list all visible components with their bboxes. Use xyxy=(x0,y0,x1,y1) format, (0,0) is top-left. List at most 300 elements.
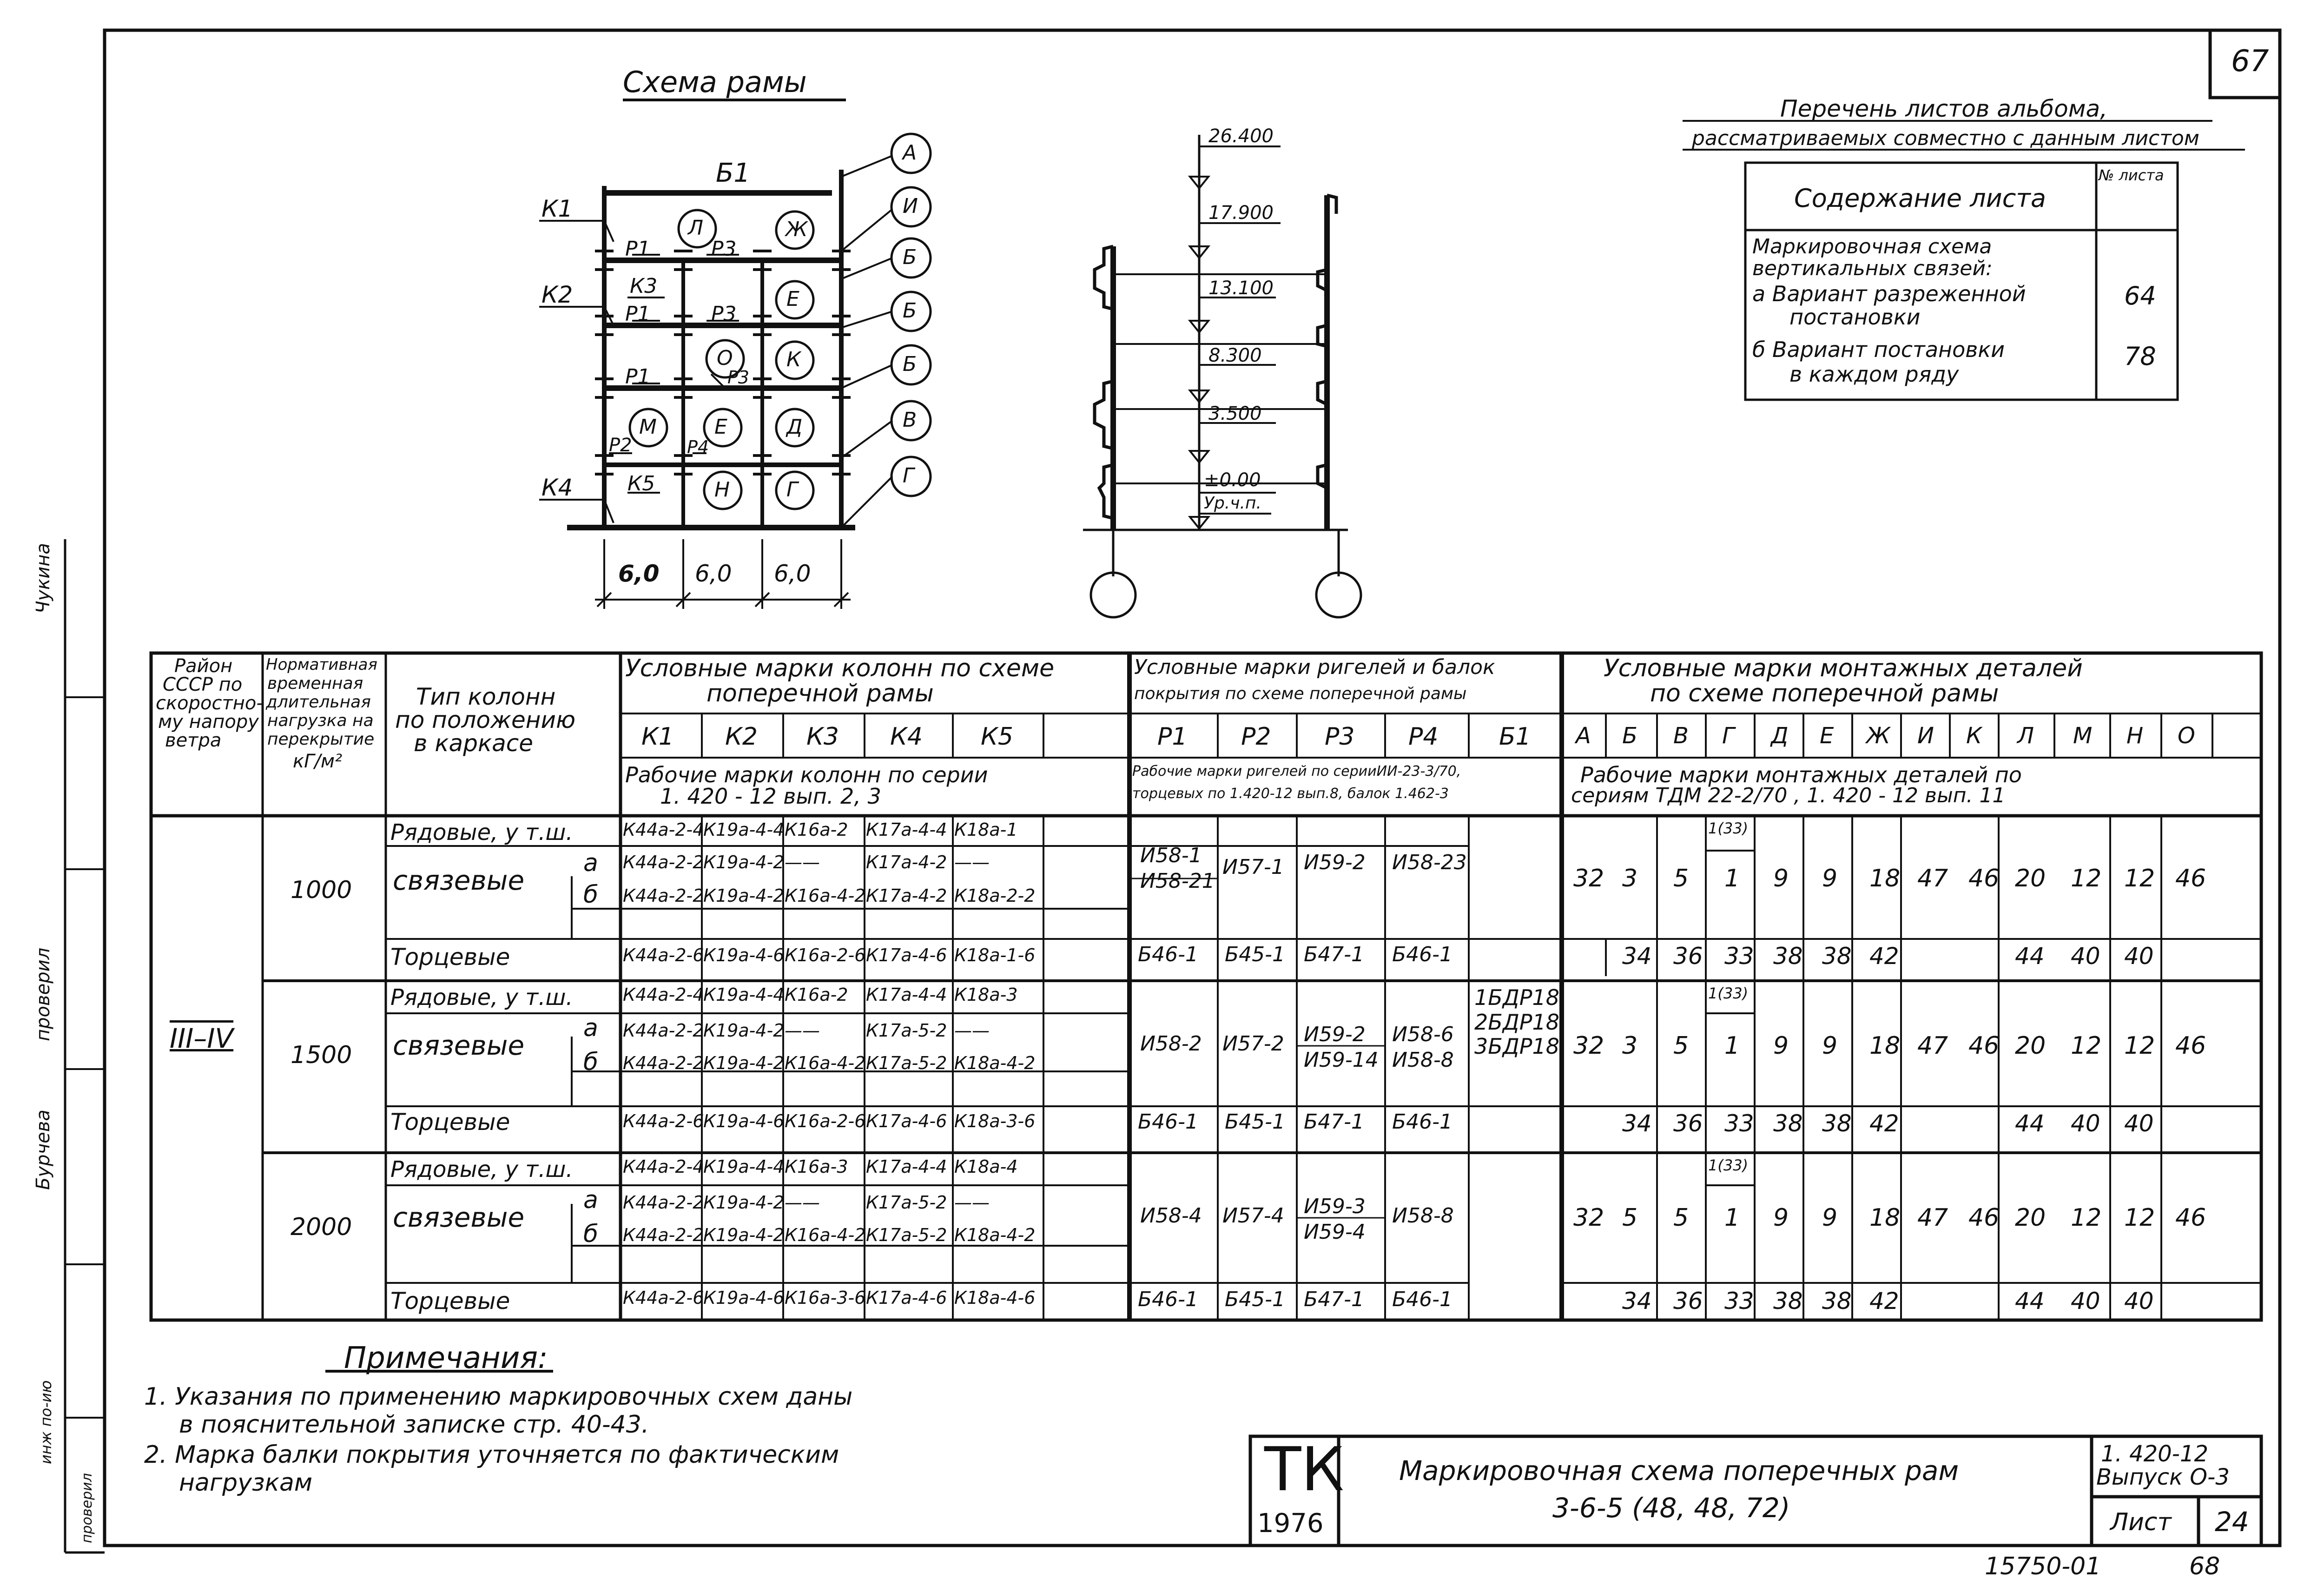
level-mark: 3.500 xyxy=(1208,403,1262,424)
column-mark-cell: К17а-4-6 xyxy=(866,945,947,965)
column-mark-cell: К19а-4-2 xyxy=(703,1225,785,1245)
column-mark-cell: К18а-2-2 xyxy=(954,885,1036,906)
axis-circle-label: Б xyxy=(903,299,917,323)
detail-mark-cell: 1 xyxy=(1724,1032,1740,1060)
beam-mark: Р4 xyxy=(1408,723,1439,751)
label-p4: Р4 xyxy=(687,437,709,457)
detail-mark-cell: 34 xyxy=(1622,943,1652,970)
sub-variant: а xyxy=(583,1186,598,1214)
column-mark-cell: К19а-4-2 xyxy=(703,852,785,872)
header-type: по положению xyxy=(395,707,576,733)
column-mark-cell: —— xyxy=(785,852,820,872)
beam-label-b1: Б1 xyxy=(716,158,751,188)
beam-mark-cell: И59-4 xyxy=(1304,1220,1366,1244)
circle-label: О xyxy=(717,346,733,370)
level-mark: 8.300 xyxy=(1208,345,1262,366)
det-series: Рабочие марки монтажных деталей по xyxy=(1580,762,2022,787)
span-label: 6,0 xyxy=(774,560,811,587)
detail-mark-cell: 1 xyxy=(1724,1204,1740,1232)
column-type: Рядовые, у т.ш. xyxy=(390,819,573,846)
sheet-list-subtitle: рассматриваемых совместно с данным листом xyxy=(1692,126,2199,150)
header-col-group: поперечной рамы xyxy=(706,680,934,707)
column-mark-cell: К16а-2-6 xyxy=(785,945,866,965)
label-p1: Р1 xyxy=(625,302,651,326)
detail-mark-cell: 5 xyxy=(1673,865,1689,892)
label-p3: Р3 xyxy=(727,367,750,388)
beam-mark-cell: И58-1 xyxy=(1140,844,1202,867)
label-p1: Р1 xyxy=(625,365,651,389)
stamp-issue: Выпуск О-3 xyxy=(2096,1464,2230,1490)
header-load: Нормативная xyxy=(266,655,377,674)
detail-mark-cell: 3 xyxy=(1622,865,1638,892)
detail-mark-cell: 9 xyxy=(1822,865,1838,892)
column-mark-cell: К17а-4-2 xyxy=(866,852,947,872)
album-page-number: 68 xyxy=(2189,1552,2220,1580)
beam-mark-cell: И59-2 xyxy=(1304,1023,1366,1046)
detail-mark-cell: 47 xyxy=(1917,1032,1948,1060)
detail-mark-cell: 36 xyxy=(1673,1288,1703,1315)
detail-mark-cell: 47 xyxy=(1917,865,1948,892)
col-mark: К4 xyxy=(890,723,923,751)
label-p2: Р2 xyxy=(609,435,632,456)
detail-mark-cell: 47 xyxy=(1917,1204,1948,1232)
col-series: Рабочие марки колонн по серии xyxy=(625,762,988,787)
beam-mark-cell: И58-21 xyxy=(1140,869,1215,893)
circle-label: Е xyxy=(786,287,799,311)
detail-small-note: 1(33) xyxy=(1708,819,1749,837)
det-mark: Л xyxy=(2017,723,2034,749)
det-mark: В xyxy=(1673,723,1689,749)
sheet-list-item-a: постановки xyxy=(1789,304,1921,330)
header-region: скоростно- xyxy=(156,693,263,714)
wind-region-value: III–IV xyxy=(170,1023,234,1054)
detail-mark-cell: 9 xyxy=(1773,865,1789,892)
circle-label: Г xyxy=(786,478,798,502)
sub-variant: а xyxy=(583,849,598,877)
frame-scheme-title: Схема рамы xyxy=(623,65,807,99)
column-mark-cell: К17а-4-6 xyxy=(866,1111,947,1131)
detail-mark-cell: 36 xyxy=(1673,1110,1703,1137)
det-mark: К xyxy=(1966,723,1982,749)
sheet-list-num-a: 64 xyxy=(2124,281,2156,310)
detail-small-note: 1(33) xyxy=(1708,984,1749,1002)
detail-mark-cell: 32 xyxy=(1573,865,1604,892)
b1-mark: 3БДР18 xyxy=(1474,1034,1560,1059)
detail-mark-cell: 36 xyxy=(1673,943,1703,970)
column-mark-cell: К18а-1 xyxy=(954,819,1018,840)
beam-mark-cell: И58-8 xyxy=(1392,1204,1454,1228)
detail-mark-cell: 18 xyxy=(1869,865,1901,892)
detail-mark-cell: 18 xyxy=(1869,1032,1901,1060)
header-load: длительная xyxy=(266,693,371,712)
header-col-group: Условные марки колонн по схеме xyxy=(625,654,1055,682)
column-mark-cell: К19а-4-2 xyxy=(703,1192,785,1213)
circle-label: Ж xyxy=(786,218,808,241)
detail-mark-cell: 38 xyxy=(1773,1288,1803,1315)
label-p3: Р3 xyxy=(711,237,737,261)
column-mark-cell: —— xyxy=(954,1192,990,1213)
beam-mark-cell: И58-2 xyxy=(1140,1032,1202,1056)
circle-label: М xyxy=(639,415,657,439)
beam-end-cell: Б46-1 xyxy=(1138,1288,1199,1311)
column-mark-cell: К19а-4-2 xyxy=(703,1020,785,1041)
detail-mark-cell: 5 xyxy=(1673,1032,1689,1060)
column-type: связевые xyxy=(393,865,525,896)
header-region: Район xyxy=(174,655,233,677)
detail-mark-cell: 46 xyxy=(1968,865,2000,892)
detail-mark-cell: 33 xyxy=(1724,1110,1754,1137)
detail-mark-cell: 40 xyxy=(2124,943,2154,970)
column-mark-cell: К44а-2-4 xyxy=(623,984,704,1005)
beam-mark-cell: И59-14 xyxy=(1304,1048,1379,1072)
header-type: Тип колонн xyxy=(416,683,556,710)
sheet-list-header-number: № листа xyxy=(2099,166,2164,184)
beam-mark-cell: И58-4 xyxy=(1140,1204,1202,1228)
column-mark-cell: К17а-4-6 xyxy=(866,1288,947,1308)
level-mark: 17.900 xyxy=(1208,202,1274,224)
column-mark-cell: К44а-2-6 xyxy=(623,1288,704,1308)
column-mark-cell: К18а-1-6 xyxy=(954,945,1036,965)
level-mark: ±0.00 xyxy=(1204,469,1261,491)
column-mark-cell: К44а-2-2 xyxy=(623,1053,704,1073)
det-mark: А xyxy=(1576,723,1591,749)
axis-circle-label: И xyxy=(903,194,918,218)
column-type: связевые xyxy=(393,1202,525,1233)
detail-mark-cell: 20 xyxy=(2015,1032,2046,1060)
detail-mark-cell: 46 xyxy=(2175,865,2206,892)
detail-mark-cell: 12 xyxy=(2124,865,2155,892)
detail-mark-cell: 3 xyxy=(1622,1032,1638,1060)
col-mark: К1 xyxy=(641,723,674,751)
circle-label: К xyxy=(786,348,801,371)
det-mark: Г xyxy=(1722,723,1735,749)
label-p3: Р3 xyxy=(711,302,737,326)
beam-mark: Р1 xyxy=(1157,723,1188,751)
det-series: сериям ТДМ 22-2/70 , 1. 420 - 12 вып. 11 xyxy=(1571,784,2006,807)
column-type: Торцевые xyxy=(390,1109,510,1136)
detail-mark-cell: 9 xyxy=(1822,1204,1838,1232)
column-mark-cell: К16а-2 xyxy=(785,984,848,1005)
column-mark-cell: К44а-2-2 xyxy=(623,852,704,872)
column-mark-cell: К17а-5-2 xyxy=(866,1053,947,1073)
stamp-title-2: 3-6-5 (48, 48, 72) xyxy=(1552,1492,1790,1524)
note-2: 2. Марка балки покрытия уточняется по фактическим xyxy=(144,1441,839,1469)
column-mark-cell: К16а-2-6 xyxy=(785,1111,866,1131)
column-mark-cell: —— xyxy=(954,852,990,872)
header-load: нагрузка на xyxy=(267,711,374,730)
column-mark-cell: К16а-3 xyxy=(785,1156,848,1177)
column-type: связевые xyxy=(393,1030,525,1061)
column-mark-cell: К16а-4-2 xyxy=(785,1053,866,1073)
column-type: Рядовые, у т.ш. xyxy=(390,984,573,1011)
b1-mark: 1БДР18 xyxy=(1474,985,1560,1010)
detail-mark-cell: 12 xyxy=(2071,1032,2102,1060)
header-beam-group: Условные марки ригелей и балок xyxy=(1134,655,1495,679)
detail-mark-cell: 9 xyxy=(1773,1204,1789,1232)
detail-mark-cell: 1 xyxy=(1724,865,1740,892)
beam-end-cell: Б45-1 xyxy=(1225,1288,1286,1311)
col-series: 1. 420 - 12 вып. 2, 3 xyxy=(660,784,881,809)
detail-mark-cell: 32 xyxy=(1573,1032,1604,1060)
column-mark-cell: К16а-4-2 xyxy=(785,885,866,906)
detail-mark-cell: 34 xyxy=(1622,1288,1652,1315)
header-type: в каркасе xyxy=(414,730,534,757)
sheet-list-header-content: Содержание листа xyxy=(1794,184,2046,213)
beam-mark-cell: И57-2 xyxy=(1222,1032,1284,1056)
beam-mark-cell: И59-3 xyxy=(1304,1195,1366,1218)
header-region: ветра xyxy=(165,730,222,751)
stamp-title: Маркировочная схема поперечных рам xyxy=(1399,1455,1959,1486)
archive-number: 15750-01 xyxy=(1985,1552,2101,1580)
level-mark: Ур.ч.п. xyxy=(1204,494,1261,513)
detail-mark-cell: 40 xyxy=(2124,1288,2154,1315)
column-label-k2: К2 xyxy=(541,281,573,308)
beam-end-cell: Б47-1 xyxy=(1304,1288,1365,1311)
beam-end-cell: Б46-1 xyxy=(1392,1288,1453,1311)
det-mark: Н xyxy=(2126,723,2144,749)
side-strip-label: Бурчева xyxy=(33,1110,54,1190)
note-2-cont: нагрузкам xyxy=(179,1469,313,1497)
column-mark-cell: К17а-5-2 xyxy=(866,1192,947,1213)
beam-end-cell: Б45-1 xyxy=(1225,1110,1286,1134)
detail-mark-cell: 12 xyxy=(2071,865,2102,892)
column-mark-cell: К18а-4-2 xyxy=(954,1053,1036,1073)
span-label: 6,0 xyxy=(618,560,660,587)
detail-mark-cell: 44 xyxy=(2015,1110,2045,1137)
notes-title: Примечания: xyxy=(344,1341,548,1375)
column-mark-cell: К19а-4-6 xyxy=(703,945,785,965)
detail-mark-cell: 40 xyxy=(2071,943,2100,970)
beam-mark-cell: И57-1 xyxy=(1222,855,1284,879)
det-mark: Б xyxy=(1622,723,1637,749)
note-1-cont: в пояснительной записке стр. 40-43. xyxy=(179,1411,649,1439)
column-mark-cell: К44а-2-2 xyxy=(623,885,704,906)
detail-mark-cell: 12 xyxy=(2071,1204,2102,1232)
sheet-list-item-b: в каждом ряду xyxy=(1789,362,1959,387)
sub-variant: б xyxy=(583,1220,599,1248)
column-mark-cell: К18а-4-2 xyxy=(954,1225,1036,1245)
detail-mark-cell: 34 xyxy=(1622,1110,1652,1137)
label-k3: К3 xyxy=(630,274,658,298)
beam-end-cell: Б46-1 xyxy=(1138,1110,1199,1134)
sub-variant: б xyxy=(583,1048,599,1076)
detail-mark-cell: 38 xyxy=(1822,1110,1852,1137)
column-mark-cell: К19а-4-2 xyxy=(703,1053,785,1073)
detail-mark-cell: 12 xyxy=(2124,1204,2155,1232)
level-mark: 13.100 xyxy=(1208,277,1274,299)
header-load: временная xyxy=(267,674,363,693)
beam-series: Рабочие марки ригелей по серииИИ-23-3/70, xyxy=(1132,763,1461,779)
side-strip-label: Чукина xyxy=(33,543,54,614)
det-mark: Д xyxy=(1771,723,1789,749)
column-type: Рядовые, у т.ш. xyxy=(390,1156,573,1182)
detail-mark-cell: 5 xyxy=(1673,1204,1689,1232)
column-type: Торцевые xyxy=(390,944,510,971)
column-mark-cell: К18а-3-6 xyxy=(954,1111,1036,1131)
detail-mark-cell: 46 xyxy=(2175,1204,2206,1232)
column-mark-cell: К17а-4-2 xyxy=(866,885,947,906)
detail-mark-cell: 46 xyxy=(2175,1032,2206,1060)
header-region: му напору xyxy=(158,711,259,733)
detail-mark-cell: 44 xyxy=(2015,1288,2045,1315)
load-value: 1500 xyxy=(290,1041,352,1069)
column-mark-cell: К17а-5-2 xyxy=(866,1225,947,1245)
detail-mark-cell: 44 xyxy=(2015,943,2045,970)
level-mark: 26.400 xyxy=(1208,126,1274,147)
stamp-series: 1. 420-12 xyxy=(2101,1441,2209,1467)
beam-mark-cell: И57-4 xyxy=(1222,1204,1284,1228)
beam-end-cell: Б47-1 xyxy=(1304,943,1365,966)
col-mark: К3 xyxy=(806,723,839,751)
column-mark-cell: К44а-2-2 xyxy=(623,1225,704,1245)
column-mark-cell: К17а-4-4 xyxy=(866,984,947,1005)
header-det-group: Условные марки монтажных деталей xyxy=(1604,654,2083,682)
axis-circle-label: А xyxy=(903,141,917,165)
detail-mark-cell: 46 xyxy=(1968,1204,2000,1232)
beam-end-cell: Б47-1 xyxy=(1304,1110,1365,1134)
column-mark-cell: К18а-3 xyxy=(954,984,1018,1005)
stamp-list-label: Лист xyxy=(2110,1508,2172,1536)
sheet-list-row-head: Маркировочная схема xyxy=(1752,235,1992,258)
column-mark-cell: К44а-2-2 xyxy=(623,1020,704,1041)
detail-mark-cell: 33 xyxy=(1724,1288,1754,1315)
detail-mark-cell: 33 xyxy=(1724,943,1754,970)
detail-mark-cell: 40 xyxy=(2071,1110,2100,1137)
beam-end-cell: Б46-1 xyxy=(1138,943,1199,966)
header-beam-group: покрытия по схеме поперечной рамы xyxy=(1134,684,1467,703)
beam-mark-cell: И58-6 xyxy=(1392,1023,1454,1046)
detail-mark-cell: 32 xyxy=(1573,1204,1604,1232)
column-mark-cell: К16а-4-2 xyxy=(785,1225,866,1245)
header-det-group: по схеме поперечной рамы xyxy=(1650,680,1999,707)
header-load: кГ/м² xyxy=(293,751,343,772)
detail-mark-cell: 20 xyxy=(2015,865,2046,892)
detail-mark-cell: 38 xyxy=(1822,943,1852,970)
column-mark-cell: К44а-2-4 xyxy=(623,1156,704,1177)
column-type: Торцевые xyxy=(390,1288,510,1315)
load-value: 1000 xyxy=(290,876,352,904)
sheet-list-num-b: 78 xyxy=(2124,342,2156,371)
detail-mark-cell: 42 xyxy=(1869,943,1899,970)
column-mark-cell: —— xyxy=(954,1020,990,1041)
column-mark-cell: К19а-4-6 xyxy=(703,1288,785,1308)
circle-label: Д xyxy=(786,415,803,439)
beam-mark: Р3 xyxy=(1325,723,1355,751)
sheet-list-item-b: б Вариант постановки xyxy=(1752,337,2005,362)
beam-end-cell: Б46-1 xyxy=(1392,1110,1453,1134)
detail-mark-cell: 40 xyxy=(2071,1288,2100,1315)
axis-circle-label: В xyxy=(903,408,917,432)
column-mark-cell: К17а-4-4 xyxy=(866,819,947,840)
column-mark-cell: К19а-4-2 xyxy=(703,885,785,906)
beam-end-cell: Б45-1 xyxy=(1225,943,1286,966)
header-load: перекрытие xyxy=(267,730,375,749)
axis-circle-label: Б xyxy=(903,245,917,269)
det-mark: Е xyxy=(1820,723,1834,749)
side-strip-label: проверил xyxy=(33,947,54,1041)
col-mark: К5 xyxy=(981,723,1014,751)
load-value: 2000 xyxy=(290,1213,352,1241)
column-mark-cell: К18а-4 xyxy=(954,1156,1018,1177)
col-mark: К2 xyxy=(725,723,758,751)
circle-label: Е xyxy=(714,415,727,439)
sub-variant: а xyxy=(583,1014,598,1042)
detail-mark-cell: 38 xyxy=(1773,1110,1803,1137)
beam-mark-cell: И58-8 xyxy=(1392,1048,1454,1072)
detail-mark-cell: 20 xyxy=(2015,1204,2046,1232)
beam-end-cell: Б46-1 xyxy=(1392,943,1453,966)
detail-mark-cell: 18 xyxy=(1869,1204,1901,1232)
detail-mark-cell: 38 xyxy=(1822,1288,1852,1315)
b1-mark: 2БДР18 xyxy=(1474,1010,1560,1035)
det-mark: М xyxy=(2073,723,2093,749)
side-strip-label: инж по-ию xyxy=(37,1380,55,1464)
header-region: СССР по xyxy=(163,674,243,695)
column-mark-cell: К19а-4-4 xyxy=(703,984,785,1005)
column-mark-cell: К17а-4-4 xyxy=(866,1156,947,1177)
stamp-tk: ТК xyxy=(1264,1434,1344,1505)
detail-mark-cell: 40 xyxy=(2124,1110,2154,1137)
sheet-list-item-a: а Вариант разреженной xyxy=(1752,281,2026,306)
det-mark: Ж xyxy=(1866,723,1890,749)
column-mark-cell: К16а-3-6 xyxy=(785,1288,866,1308)
sheet-list-row-head: вертикальных связей: xyxy=(1752,257,1993,280)
stamp-year: 1976 xyxy=(1257,1508,1324,1539)
det-mark: О xyxy=(2178,723,2195,749)
column-mark-cell: —— xyxy=(785,1020,820,1041)
beam-series: торцевых по 1.420-12 вып.8, балок 1.462-3 xyxy=(1132,786,1449,802)
side-strip-label: проверил xyxy=(79,1473,95,1543)
column-mark-cell: К19а-4-6 xyxy=(703,1111,785,1131)
detail-mark-cell: 42 xyxy=(1869,1110,1899,1137)
detail-mark-cell: 9 xyxy=(1822,1032,1838,1060)
column-mark-cell: К18а-4-6 xyxy=(954,1288,1036,1308)
span-label: 6,0 xyxy=(695,560,732,587)
column-mark-cell: К44а-2-6 xyxy=(623,945,704,965)
detail-mark-cell: 38 xyxy=(1773,943,1803,970)
circle-label: Н xyxy=(714,478,730,502)
sub-variant: б xyxy=(583,881,599,909)
label-p1: Р1 xyxy=(625,237,651,261)
column-mark-cell: К44а-2-4 xyxy=(623,819,704,840)
column-mark-cell: К44а-2-6 xyxy=(623,1111,704,1131)
axis-circle-label: Б xyxy=(903,352,917,376)
detail-mark-cell: 12 xyxy=(2124,1032,2155,1060)
detail-small-note: 1(33) xyxy=(1708,1156,1749,1174)
stamp-list-number: 24 xyxy=(2215,1506,2249,1538)
sheet-list-title: Перечень листов альбома, xyxy=(1780,95,2107,122)
sheet-number: 67 xyxy=(2231,44,2269,79)
column-mark-cell: К19а-4-4 xyxy=(703,819,785,840)
column-mark-cell: К16а-2 xyxy=(785,819,848,840)
det-mark: И xyxy=(1917,723,1934,749)
detail-mark-cell: 5 xyxy=(1622,1204,1638,1232)
detail-mark-cell: 9 xyxy=(1773,1032,1789,1060)
label-k5: К5 xyxy=(627,472,655,495)
column-mark-cell: —— xyxy=(785,1192,820,1213)
beam-mark: Р2 xyxy=(1241,723,1271,751)
beam-mark-cell: И59-2 xyxy=(1304,851,1366,874)
note-1: 1. Указания по применению маркировочных схем даны xyxy=(144,1383,853,1411)
column-label-k4: К4 xyxy=(541,474,573,501)
column-mark-cell: К44а-2-2 xyxy=(623,1192,704,1213)
column-label-k1: К1 xyxy=(541,195,573,222)
column-mark-cell: К19а-4-4 xyxy=(703,1156,785,1177)
detail-mark-cell: 42 xyxy=(1869,1288,1899,1315)
axis-circle-label: Г xyxy=(903,464,914,488)
column-mark-cell: К17а-5-2 xyxy=(866,1020,947,1041)
beam-mark: Б1 xyxy=(1499,723,1531,751)
